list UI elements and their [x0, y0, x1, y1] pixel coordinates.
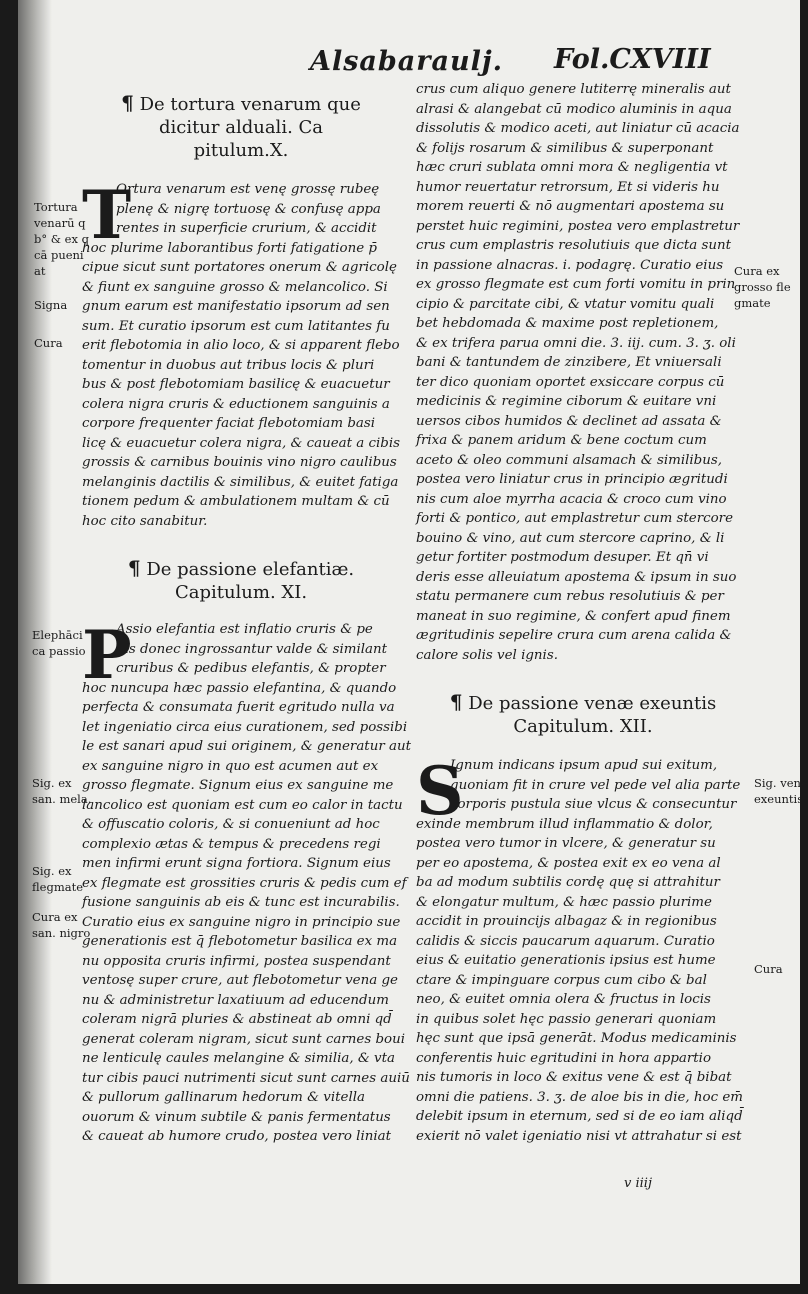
chapter-heading	[82, 92, 400, 162]
text-line: humor reuertatur retrorsum, Et si videris hu	[416, 179, 720, 195]
margin-note: ca passio	[32, 644, 86, 658]
text-line: hoc cito sanabitur.	[82, 513, 208, 529]
margin-note: venarū q	[34, 216, 86, 230]
text-line: men infirmi erunt signa fortiora. Signum eius	[82, 856, 391, 871]
margin-note: Sig. ex	[32, 776, 72, 790]
chapter-title-line: De passione venæ exeuntis	[468, 693, 717, 714]
text-line: le est sanari apud sui originem, & generatur aut	[82, 739, 411, 754]
text-line: Curatio eius ex sanguine nigro in principio sue	[82, 914, 401, 930]
text-line: & caueat ab humore crudo, postea vero liniat	[82, 1129, 391, 1144]
margin-note: flegmate	[32, 880, 84, 894]
text-line: erit flebotomia in alio loco, & si apparent flebo	[82, 338, 400, 353]
text-line: eius & euitatio generationis ipsius est hume	[416, 953, 716, 968]
text-line: conferentis huic egritudini in hora appartio	[416, 1050, 712, 1066]
pilcrow-icon: ¶	[127, 556, 141, 580]
text-line: ex sanguine nigro in quo est acumen aut ex	[82, 758, 379, 774]
text-line: forti & pontico, aut emplastretur cum stercore	[416, 511, 734, 526]
chapter-body	[416, 752, 750, 1146]
text-line: accidit in prouincijs albagaz & in regionibus	[416, 914, 717, 929]
book-page	[18, 0, 808, 1284]
margin-note: Cura	[34, 336, 63, 350]
text-line: bus & post flebotomiam basilicę & euacuetur	[82, 377, 390, 392]
dropcap: S	[416, 752, 464, 830]
text-line: in passione alnacras. i. podagrę. Curatio eius	[416, 257, 724, 273]
text-line: getur fortiter postmodum desuper. Et qn̄ vi	[416, 550, 709, 565]
chapter-title-line: De tortura venarum que	[139, 94, 361, 115]
text-line: corpore frequenter faciat flebotomiam basi	[82, 416, 376, 431]
text-line: calore solis vel ignis.	[416, 647, 558, 663]
margin-note: Signa	[34, 298, 68, 312]
margin-note: Sig. ex	[32, 864, 72, 878]
chapter-title-line: dicitur alduali. Ca	[158, 117, 324, 138]
folio-number: Fol.CXVIII	[554, 44, 711, 75]
margin-note: exeuntis	[754, 792, 804, 806]
running-title: Alsabaraulj.	[310, 46, 504, 77]
pilcrow-icon: ¶	[449, 690, 463, 714]
text-line: nu & administretur laxatiuum ad educendum	[82, 992, 389, 1008]
chapter-heading	[82, 557, 400, 604]
text-line: grossis & carnibus bouinis vino nigro caulibus	[82, 455, 397, 470]
text-line: cipue sicut sunt portatores onerum & agricolę	[82, 260, 397, 275]
text-line: gnum earum est manifestatio ipsorum ad sen	[82, 299, 390, 314]
text-line: calidis & siccis paucarum aquarum. Curatio	[416, 933, 715, 949]
text-line: ægritudinis sepelire crura cum arena calida &	[416, 628, 732, 643]
text-line: exinde membrum illud inflammatio & dolor,	[416, 816, 713, 832]
continued-text	[416, 80, 750, 665]
text-line: tur cibis pauci nutrimenti sicut sunt carnes auiū	[82, 1070, 410, 1086]
margin-note: Sig. venę	[754, 776, 808, 790]
chapter-title-line: De passione elefantiæ.	[146, 559, 355, 580]
chapter-title-line: Capitulum. XI.	[174, 582, 308, 603]
left-text-column	[82, 91, 411, 1147]
margin-note: gmate	[734, 296, 771, 310]
text-line: dissolutis & modico aceti, aut liniatur cū acacia	[416, 121, 740, 136]
text-line: generationis est q̄ flebotometur basilica ex ma	[82, 934, 398, 949]
text-line: delebit ipsum in eternum, sed si de eo iam aliqd̄	[416, 1109, 743, 1124]
text-line: & elongatur multum, & hæc passio plurime	[416, 894, 712, 910]
margin-note: at	[34, 264, 46, 278]
text-line: rentes in superficie crurium, & accidit	[116, 221, 377, 236]
chapter-body	[82, 176, 401, 531]
text-line: bouino & vino, aut cum stercore caprino, & li	[416, 530, 725, 546]
text-line: dis donec ingrossantur valde & similant	[116, 641, 388, 657]
text-line: perfecta & consumata fuerit egritudo nulla va	[82, 700, 395, 715]
text-line: nis tumoris in loco & exitus vene & est q̄ bibat	[416, 1070, 732, 1085]
pilcrow-icon: ¶	[121, 91, 134, 115]
text-line: complexio ætas & tempus & precedens regi	[82, 836, 381, 852]
dropcap: P	[82, 616, 132, 694]
margin-note: Cura	[754, 962, 783, 976]
text-line: deris esse alleuiatum apostema & ipsum in suo	[416, 569, 737, 585]
text-line: tomentur in duobus aut tribus locis & pluri	[82, 357, 375, 373]
text-line: bani & tantundem de zinzibere, Et vniuersali	[416, 355, 722, 370]
text-line: alrasi & alangebat cū modico aluminis in aqua	[416, 101, 732, 117]
margin-note: grosso fle	[734, 280, 791, 294]
text-line: hęc sunt que ipsā generāt. Modus medicaminis	[416, 1031, 737, 1046]
text-line: & fiunt ex sanguine grosso & melancolico. Si	[82, 279, 388, 295]
text-line: ventosę super crure, aut flebotometur vena ge	[82, 973, 398, 988]
margin-note: Cura ex	[734, 264, 780, 278]
text-line: let ingeniatio circa eius curationem, sed possibi	[82, 719, 408, 735]
text-line: crus cum emplastris resolutiuis que dicta sunt	[416, 238, 731, 253]
text-line: generat coleram nigram, sicut sunt carnes boui	[82, 1031, 406, 1047]
text-line: ter dico quoniam oportet exsiccare corpus cū	[416, 374, 725, 390]
text-line: quoniam fit in crure vel pede vel alia parte	[450, 777, 741, 793]
text-line: hæc cruri sublata omni mora & negligentia vt	[416, 160, 728, 175]
text-line: hoc nuncupa hæc passio elefantina, & quando	[82, 680, 397, 696]
text-line: fusione sanguinis ab eis & tunc est incurabilis.	[82, 895, 400, 910]
text-line: ctare & impinguare corpus cum cibo & bal	[416, 972, 707, 988]
right-text-column	[416, 80, 750, 1146]
text-line: bet hebdomada & maxime post repletionem,	[416, 316, 719, 331]
text-line: melanginis dactilis & similibus, & euitet fatiga	[82, 474, 399, 490]
text-line: colera nigra cruris & eductionem sanguinis a	[82, 396, 390, 412]
text-line: medicinis & regimine ciborum & euitare vni	[416, 394, 717, 409]
text-line: frixa & panem aridum & bene coctum cum	[416, 433, 707, 448]
text-line: cipio & parcitate cibi, & vtatur vomitu quali	[416, 296, 715, 312]
text-line: Ortura venarum est venę grossę rubeę	[116, 182, 380, 197]
text-line: ex grosso flegmate est cum forti vomitu in prin	[416, 277, 736, 292]
text-line: ba ad modum subtilis cordę quę si attrahitur	[416, 875, 720, 890]
text-line: omni die patiens. 3. ʒ. de aloe bis in die, hoc em̄	[416, 1089, 743, 1105]
text-line: ex flegmate est grossities cruris & pedis cum ef	[82, 875, 407, 891]
text-line: tionem pedum & ambulationem multam & cū	[82, 494, 390, 509]
text-line: plenę & nigrę tortuosę & confusę appa	[116, 201, 381, 217]
text-line: corporis pustula siue vlcus & consecuntur	[450, 797, 737, 812]
signature-mark: v iiij	[624, 1176, 652, 1191]
margin-note: cā pueni	[34, 248, 84, 262]
text-line: statu permanere cum rebus resolutiuis & per	[416, 589, 724, 604]
text-line: perstet huic regimini, postea vero emplastretur	[416, 218, 740, 234]
text-line: postea vero liniatur crus in principio ægritudi	[416, 472, 728, 487]
chapter-title-line: pitulum.X.	[193, 140, 289, 161]
text-line: aceto & oleo communi alsamach & similibus,	[416, 452, 722, 468]
chapter-title-line: Capitulum. XII.	[513, 716, 653, 737]
text-line: cruribus & pedibus elefantis, & propter	[116, 661, 386, 676]
text-line: nis cum aloe myrrha acacia & croco cum vino	[416, 491, 727, 507]
text-line: Ignum indicans ipsum apud sui exitum,	[450, 758, 718, 773]
text-line: uersos cibos humidos & declinet ad assata &	[416, 413, 722, 429]
text-line: Assio elefantia est inflatio cruris & pe	[116, 622, 373, 637]
text-line: & folijs rosarum & similibus & superponant	[416, 140, 714, 156]
margin-note: san. mela.	[32, 792, 92, 806]
text-line: & ex trifera parua omni die. 3. iij. cum. 3. ʒ. oli	[416, 335, 736, 351]
text-line: coleram nigrā pluries & abstineat ab omni qd̄	[82, 1012, 392, 1027]
text-line: lancolico est quoniam est cum eo calor in tactu	[82, 797, 403, 813]
text-line: morem reuerti & nō augmentari apostema su	[416, 199, 725, 214]
text-line: & pullorum gallinarum hedorum & vitella	[82, 1090, 366, 1105]
margin-note: Elephāci	[32, 628, 83, 642]
margin-note: Cura ex	[32, 910, 78, 924]
text-line: nu opposita cruris infirmi, postea suspendant	[82, 953, 391, 969]
text-line: ouorum & vinum subtile & panis fermentatus	[82, 1109, 391, 1125]
text-line: per eo apostema, & postea exit ex eo vena al	[416, 855, 721, 871]
text-line: ne lenticulę caules melangine & similia, & vta	[82, 1051, 395, 1066]
text-line: postea vero tumor in vlcere, & generatur su	[416, 836, 716, 851]
text-line: in quibus solet hęc passio generari quoniam	[416, 1011, 717, 1027]
margin-note: Tortura	[34, 200, 78, 214]
text-line: maneat in suo regimine, & confert apud finem	[416, 608, 731, 624]
margin-note: b° & ex q	[34, 232, 89, 246]
chapter-heading	[416, 691, 750, 738]
text-line: & offuscatio coloris, & si conueniunt ad hoc	[82, 817, 380, 832]
text-line: neo, & euitet omnia olera & fructus in locis	[416, 992, 711, 1007]
text-line: hoc plurime laborantibus forti fatigatione p̄	[82, 240, 377, 256]
text-line: crus cum aliquo genere lutiterrę mineralis aut	[416, 82, 731, 97]
text-line: licę & euacuetur colera nigra, & caueat a cibis	[82, 435, 401, 451]
chapter-body	[82, 616, 411, 1147]
margin-note: san. nigro	[32, 926, 91, 940]
text-line: exierit nō valet igeniatio nisi vt attrahatur si est	[416, 1128, 742, 1144]
text-line: sum. Et curatio ipsorum est cum latitantes fu	[82, 318, 390, 334]
text-line: grosso flegmate. Signum eius ex sanguine me	[82, 778, 394, 793]
dropcap: T	[82, 176, 132, 254]
